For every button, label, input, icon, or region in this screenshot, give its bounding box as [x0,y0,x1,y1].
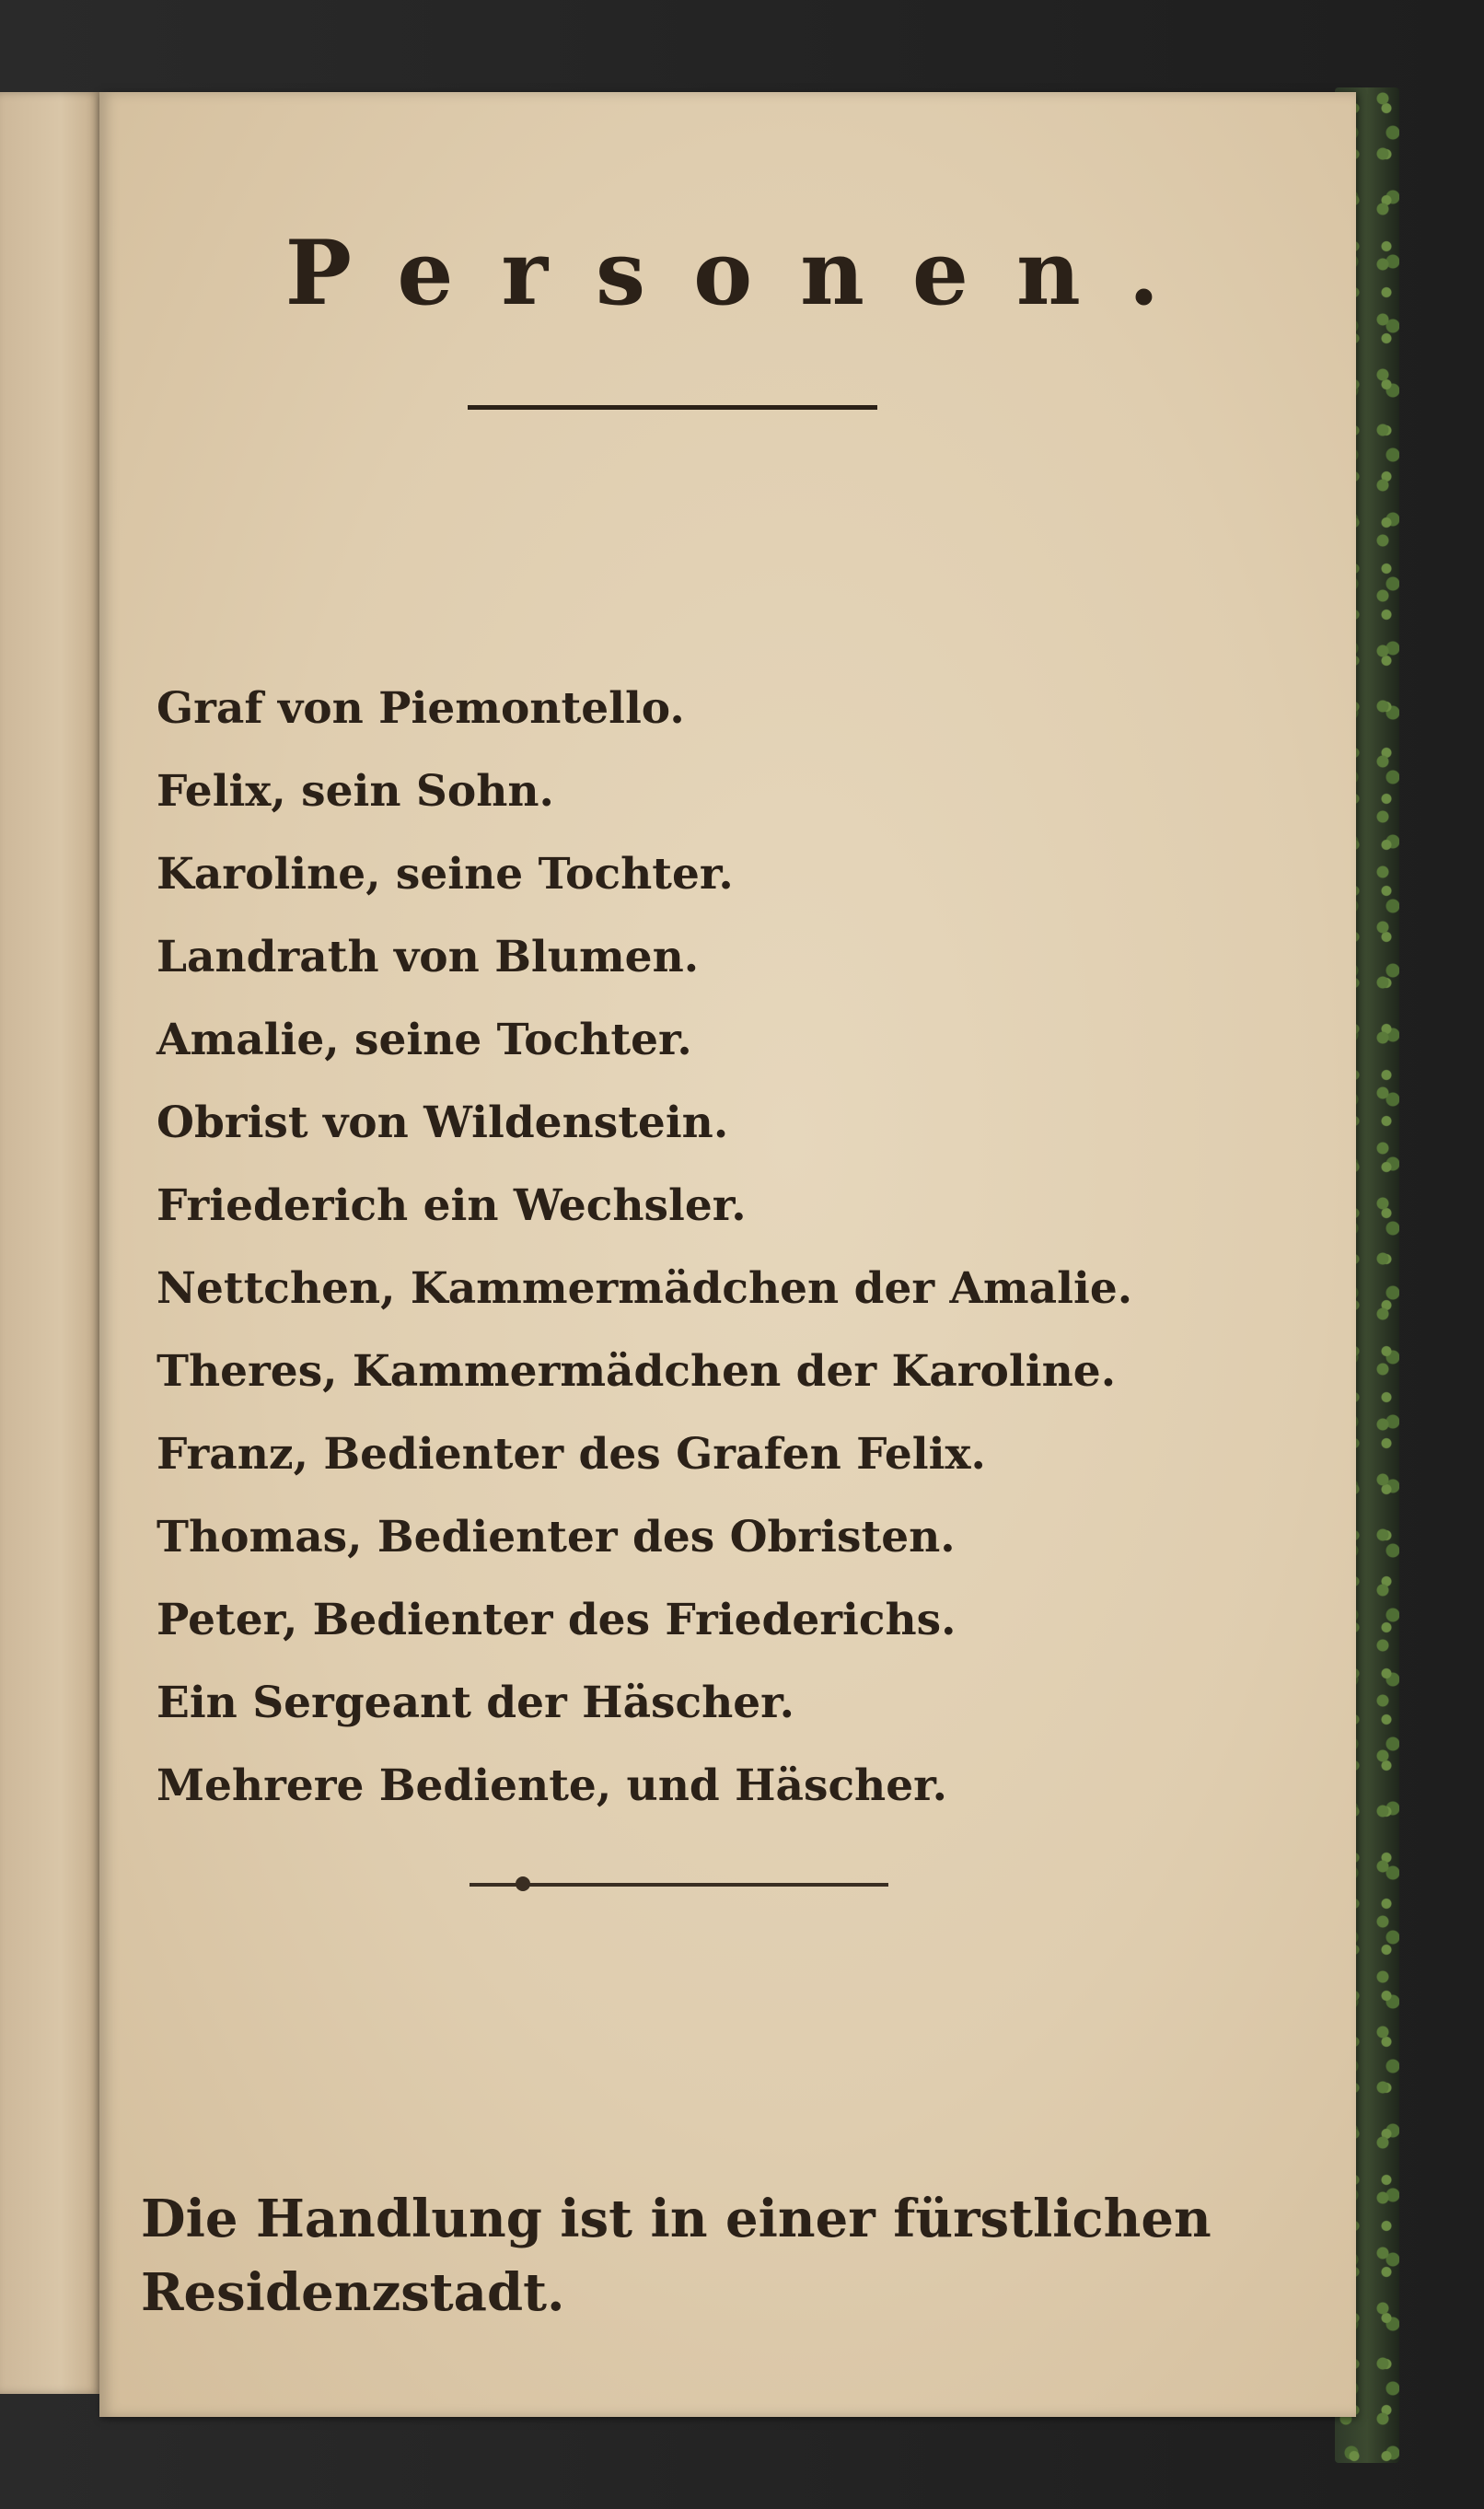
cast-item: Thomas, Bedienter des Obristen. [157,1512,956,1562]
title-rule [468,405,877,410]
cast-item: Obrist von Wildenstein. [157,1098,729,1148]
cast-item: Graf von Piemontello. [157,683,685,734]
cast-item: Karoline, seine Tochter. [157,849,734,900]
cast-item: Peter, Bedienter des Friederichs. [157,1595,956,1645]
book-page [99,92,1356,2417]
cast-list [157,668,1132,1828]
cast-item: Franz, Bedienter des Grafen Felix. [157,1429,986,1480]
cast-item: Ein Sergeant der Häscher. [157,1678,794,1728]
cast-item: Landrath von Blumen. [157,932,700,982]
cast-item: Nettchen, Kammermädchen der Amalie. [157,1263,1133,1314]
cast-item: Felix, sein Sohn. [157,766,554,817]
cast-item: Friederich ein Wechsler. [157,1180,747,1231]
previous-page-edge [0,92,101,2394]
cast-item: Amalie, seine Tochter. [157,1015,692,1065]
cast-item: Mehrere Bediente, und Häscher. [157,1760,947,1811]
page-title: Personen. [284,221,1208,325]
divider-ornament [516,1876,530,1891]
divider-rule [470,1883,888,1887]
cast-item: Theres, Kammermädchen der Karoline. [157,1346,1117,1397]
setting-note: Die Handlung ist in einer fürstlichen Residenzstadt. [141,2189,1212,2323]
